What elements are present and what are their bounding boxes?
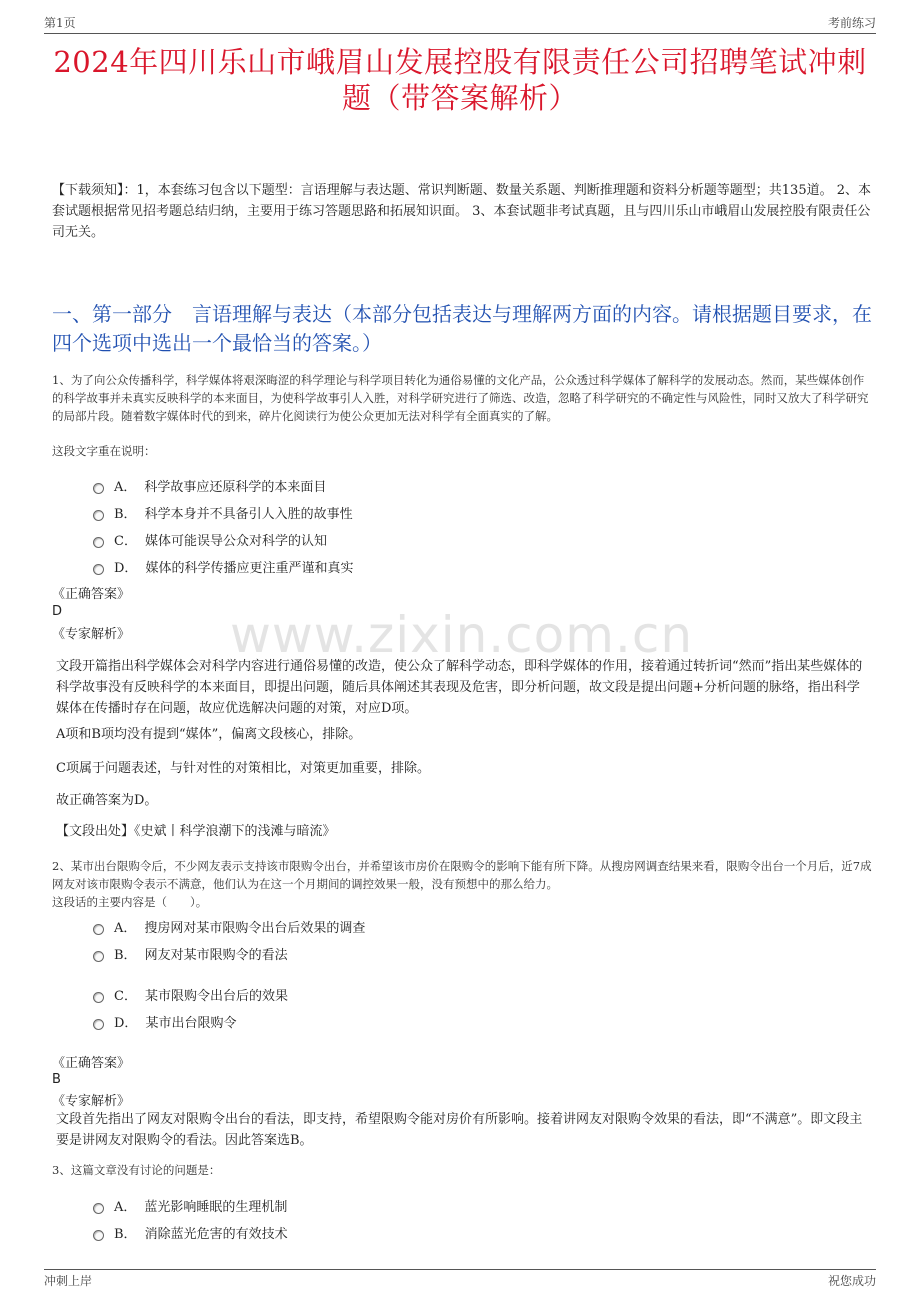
q1-analysis-para-3: C项属于问题表述，与针对性的对策相比，对策更加重要，排除。 — [56, 761, 430, 776]
q1-option-d[interactable]: D． 媒体的科学传播应更注重严谨和真实 — [93, 557, 353, 576]
q1-analysis-para-2: A项和B项均没有提到“媒体”，偏离文段核心，排除。 — [56, 727, 362, 742]
q1-analysis-para-4: 故正确答案为D。 — [56, 793, 158, 808]
q1-option-b[interactable]: B． 科学本身并不具备引人入胜的故事性 — [93, 503, 353, 522]
q1-source: 【文段出处】《史斌丨科学浪潮下的浅滩与暗流》 — [56, 824, 336, 839]
question-1-ask: 这段文字重在说明： — [52, 444, 156, 458]
watermark: www.zixin.com.cn — [230, 606, 694, 664]
header-rule — [44, 33, 876, 34]
q1-analysis-para-1: 文段开篇指出科学媒体会对科学内容进行通俗易懂的改造，使公众了解科学动态，即科学媒体的作用，接着通过转折词“然而”指出某些媒体的科学故事没有反映科学的本来面目，即提出问题，随后具体阐述其表现及危害，即分析问题，故文段是提出问题+分析问题的脉络，指出科学媒体在传播时存在问题，故应优选解决问题的对策，对应D项。 — [56, 659, 863, 716]
footer-rule — [44, 1269, 876, 1270]
q2-option-d[interactable]: D． 某市出台限购令 — [93, 1012, 236, 1031]
page-title: 2024年四川乐山市峨眉山发展控股有限责任公司招聘笔试冲刺题（带答案解析） — [53, 45, 867, 115]
radio-icon[interactable] — [93, 951, 104, 962]
q1-option-c[interactable]: C． 媒体可能误导公众对科学的认知 — [93, 530, 327, 549]
question-3-stem: 3、这篇文章没有讨论的问题是： — [52, 1163, 221, 1177]
radio-icon[interactable] — [93, 564, 104, 575]
radio-icon[interactable] — [93, 924, 104, 935]
question-2-ask: 这段话的主要内容是（ ）。 — [52, 895, 208, 909]
q2-option-c[interactable]: C． 某市限购令出台后的效果 — [93, 985, 288, 1004]
q2-option-b[interactable]: B． 网友对某市限购令的看法 — [93, 944, 288, 963]
footer-left: 冲刺上岸 — [44, 1274, 93, 1288]
radio-icon[interactable] — [93, 1203, 104, 1214]
radio-icon[interactable] — [93, 1230, 104, 1241]
page-number: 第1页 — [44, 16, 76, 30]
q3-option-a[interactable]: A． 蓝光影响睡眠的生理机制 — [93, 1196, 287, 1215]
question-1-stem: 1、为了向公众传播科学，科学媒体将艰深晦涩的科学理论与科学项目转化为通俗易懂的文化产品，公众透过科学媒体了解科学的发展动态。然而，某些媒体创作的科学故事并未真实反映科学的本来面目，为使科学故事引人入胜，对科学研究进行了筛选、改造，忽略了科学研究的不确定性与风险性，同时又放大了科学研究的局部片段。随着数字媒体时代的到来，碎片化阅读行为使公众更加无法对科学有全面真实的了解。 — [52, 373, 869, 423]
section-title: 一、第一部分 言语理解与表达（本部分包括表达与理解两方面的内容。请根据题目要求，在四个选项中选出一个最恰当的答案。） — [52, 302, 872, 355]
q3-option-b[interactable]: B． 消除蓝光危害的有效技术 — [93, 1223, 288, 1242]
q2-answer: B — [52, 1072, 61, 1087]
q2-answer-label: 《正确答案》 — [52, 1056, 131, 1071]
footer-right: 祝您成功 — [827, 1274, 876, 1288]
q1-option-a[interactable]: A． 科学故事应还原科学的本来面目 — [93, 476, 326, 495]
q1-answer: D — [52, 604, 63, 619]
radio-icon[interactable] — [93, 1019, 104, 1030]
header-tag: 考前练习 — [827, 16, 876, 30]
question-2-stem: 2、某市出台限购令后，不少网友表示支持该市限购令出台，并希望该市房价在限购令的影响下能有所下降。从搜房网调查结果来看，限购令出台一个月后，近7成网友对该市限购令表示不满意，他们认为在这一个月期间的调控效果一般，没有预想中的那么给力。 — [52, 859, 872, 891]
q2-analysis: 文段首先指出了网友对限购令出台的看法，即支持，希望限购令能对房价有所影响。接着讲网友对限购令效果的看法，即“不满意”。即文段主要是讲网友对限购令的看法。因此答案选B。 — [56, 1112, 863, 1148]
radio-icon[interactable] — [93, 483, 104, 494]
q1-analysis-label: 《专家解析》 — [52, 627, 131, 642]
q2-option-a[interactable]: A． 搜房网对某市限购令出台后效果的调查 — [93, 917, 365, 936]
radio-icon[interactable] — [93, 992, 104, 1003]
download-notice: 【下载须知】：1，本套练习包含以下题型：言语理解与表达题、常识判断题、数量关系题、判断推理题和资料分析题等题型；共135道。 2、本套试题根据常见招考题总结归纳，主要用于练习答题思路和拓展知识面。 3、本套试题非考试真题，且与四川乐山市峨眉山发展控股有限责任公司无关。 — [52, 183, 871, 240]
radio-icon[interactable] — [93, 510, 104, 521]
radio-icon[interactable] — [93, 537, 104, 548]
q2-analysis-label: 《专家解析》 — [52, 1094, 131, 1109]
q1-answer-label: 《正确答案》 — [52, 587, 131, 602]
